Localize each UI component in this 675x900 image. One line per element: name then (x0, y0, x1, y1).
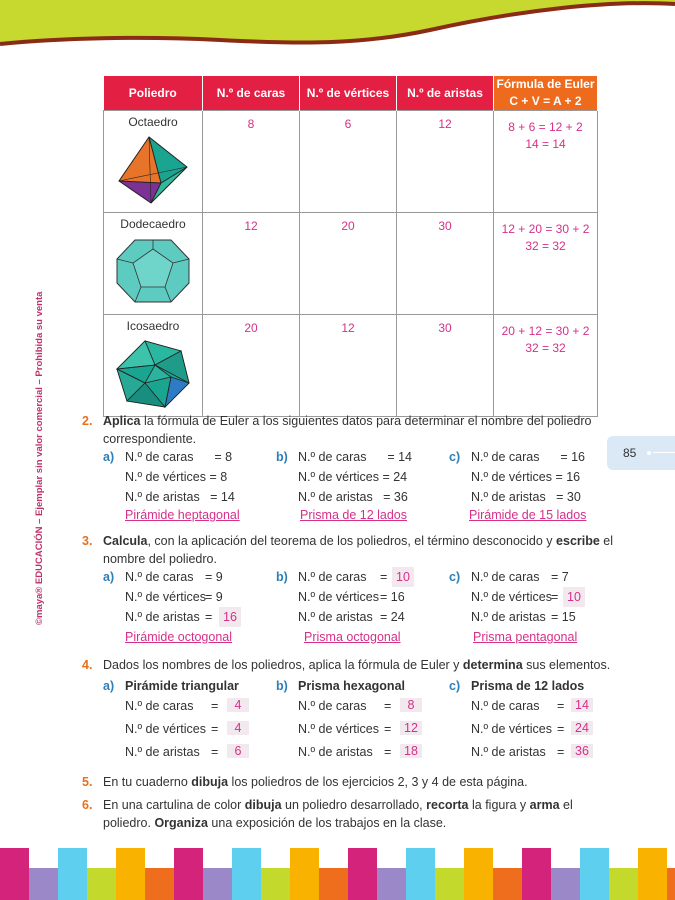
dodecahedron-image (115, 237, 191, 305)
item-letter: c) (449, 679, 461, 693)
side-copyright-text: ©maya® EDUCACIÓN – Ejemplar sin valor comercial – Prohibida su venta (34, 291, 45, 625)
strip-block (667, 868, 675, 900)
instruction-text: un poliedro desarrollado, (281, 798, 427, 812)
exercise-instruction (103, 656, 610, 675)
aristas-label: N.º de aristas (125, 745, 200, 759)
vertices-answer-box: 12 (400, 721, 422, 735)
instruction-text: la figura y (468, 798, 530, 812)
vertices-label: N.º de vértices (471, 590, 552, 604)
exercise-4 (82, 656, 611, 675)
ex4-item-a (103, 679, 273, 769)
equals: = (557, 699, 565, 713)
vertices-line: N.º de vértices = 16 (471, 470, 581, 484)
aristas-answer-box: 16 (219, 607, 241, 627)
top-wave-decoration (0, 0, 675, 52)
instruction-text: poliedro. (103, 816, 155, 830)
exercise-3 (82, 532, 614, 566)
exercise-number: 4. (82, 658, 93, 672)
ex3-item-a: a) N.º de caras = 9 N.º de vértices = 9 N.º de aristas = 16 Pirámide octogonal (103, 567, 273, 647)
poliedro-cell (104, 213, 203, 315)
aristas-label: N.º de aristas (471, 745, 546, 759)
instruction-verb: dibuja (244, 798, 282, 812)
item-title: Prisma de 12 lados (471, 679, 585, 693)
caras-value: 8 (203, 111, 300, 213)
vertices-label: N.º de vértices (298, 722, 379, 736)
caras-line: N.º de caras = 8 (125, 450, 233, 464)
dot-icon (647, 451, 651, 455)
euler-title: Fórmula de Euler (496, 77, 595, 91)
vertices-label: N.º de vértices (125, 590, 206, 604)
euler-line: 14 = 14 (525, 137, 566, 151)
poliedro-cell (104, 111, 203, 213)
aristas-value: = 15 (551, 610, 576, 624)
vertices-value: 12 (300, 315, 397, 417)
euler-formula: C + V = A + 2 (509, 94, 582, 108)
poliedro-cell (104, 315, 203, 417)
exercise-number: 2. (82, 414, 93, 428)
aristas-line: N.º de aristas = 36 (298, 490, 408, 504)
table-row (104, 315, 598, 417)
instruction-verb: Calcula (103, 534, 148, 548)
instruction-verb: arma (529, 798, 560, 812)
bottom-color-strip (0, 848, 675, 900)
ex2-item-c (449, 447, 587, 522)
instruction-text: , con la aplicación del teorema de los poliedros, el término desconocido y (147, 534, 557, 548)
aristas-value: 30 (397, 213, 494, 315)
answer-text: Prisma octogonal (304, 630, 401, 644)
answer-text: Pirámide octogonal (125, 630, 233, 644)
caras-label: N.º de caras (471, 570, 540, 584)
answer-text: Prisma pentagonal (473, 630, 578, 644)
caras-answer-box: 8 (400, 698, 422, 712)
exercise-6 (82, 796, 602, 830)
strip-block (174, 848, 203, 900)
instruction-text: los poliedros de los ejercicios 2, 3 y 4 de esta página. (228, 775, 528, 789)
vertices-value: 20 (300, 213, 397, 315)
equals: = (557, 745, 565, 759)
strip-block (609, 868, 638, 900)
strip-block (638, 848, 667, 900)
instruction-text: En una cartulina de color (103, 798, 245, 812)
item-letter: a) (103, 450, 115, 464)
caras-label: N.º de caras (298, 570, 367, 584)
exercise-instruction-cont (103, 814, 446, 833)
strip-block (493, 868, 522, 900)
instruction-text: la fórmula de Euler a los siguientes datos para determinar el nombre del poliedro (140, 414, 592, 428)
table-row (104, 213, 598, 315)
vertices-answer-box: 4 (227, 721, 249, 735)
aristas-line: N.º de aristas = 14 (125, 490, 235, 504)
exercise-instruction (103, 796, 573, 815)
euler-cell (494, 213, 598, 315)
strip-block (203, 868, 232, 900)
exercise-instruction (103, 532, 613, 551)
answer-text: Pirámide heptagonal (125, 508, 240, 522)
vertices-value: 6 (300, 111, 397, 213)
equals: = (211, 745, 219, 759)
item-letter: c) (449, 450, 461, 464)
answer-text: Pirámide de 15 lados (469, 508, 587, 522)
ex4-item-c (449, 679, 619, 769)
table-row (104, 111, 598, 213)
equals: = (557, 722, 565, 736)
caras-answer-box: 4 (227, 698, 249, 712)
exercise-number: 3. (82, 534, 93, 548)
strip-block (145, 868, 174, 900)
instruction-verb: Aplica (103, 414, 141, 428)
euler-line: 32 = 32 (525, 341, 566, 355)
vertices-line: N.º de vértices = 24 (298, 470, 408, 484)
instruction-verb: recorta (426, 798, 469, 812)
vertices-line: N.º de vértices = 8 (125, 470, 228, 484)
strip-block (0, 848, 29, 900)
instruction-verb: Organiza (154, 816, 208, 830)
equals: = (384, 699, 392, 713)
vertices-answer-box: 24 (571, 721, 593, 735)
euler-line: 20 + 12 = 30 + 2 (501, 324, 590, 338)
caras-label: N.º de caras (125, 699, 194, 713)
caras-value: = 7 (551, 570, 569, 584)
instruction-text: Dados los nombres de los poliedros, aplica la fórmula de Euler y (103, 658, 463, 672)
exercise-number: 5. (82, 775, 93, 789)
equals: = (384, 722, 392, 736)
aristas-line: N.º de aristas = 30 (471, 490, 581, 504)
euler-cell (494, 111, 598, 213)
strip-block (29, 868, 58, 900)
item-letter: c) (449, 570, 461, 584)
tab-line (653, 452, 675, 453)
header-aristas: N.º de aristas (397, 76, 494, 111)
item-letter: a) (103, 679, 115, 693)
euler-cell (494, 315, 598, 417)
answer-text: Prisma de 12 lados (300, 508, 408, 522)
euler-line: 8 + 6 = 12 + 2 (508, 120, 583, 134)
equals: = (384, 745, 392, 759)
aristas-answer-box: 18 (400, 744, 422, 758)
instruction-text: el (599, 534, 614, 548)
octahedron-image (115, 135, 191, 205)
strip-block (377, 868, 406, 900)
aristas-value: 12 (397, 111, 494, 213)
caras-label: N.º de caras (298, 699, 367, 713)
exercise-2 (82, 412, 602, 446)
ex3-item-c: c) N.º de caras = 7 N.º de vértices = 10 N.º de aristas = 15 Prisma pentagonal (449, 567, 619, 647)
caras-label: N.º de caras (125, 570, 194, 584)
strip-block (87, 868, 116, 900)
ex3-item-b: b) N.º de caras = 10 N.º de vértices = 16 N.º de aristas = 24 Prisma octogonal (276, 567, 446, 647)
strip-block (58, 848, 87, 900)
ex2-item-a (103, 447, 240, 522)
item-letter: b) (276, 679, 288, 693)
aristas-value: = 24 (380, 610, 405, 624)
caras-line: N.º de caras = 14 (298, 450, 412, 464)
header-vertices: N.º de vértices (300, 76, 397, 111)
caras-value: 12 (203, 213, 300, 315)
strip-block (290, 848, 319, 900)
caras-answer-box: 14 (571, 698, 593, 712)
poliedro-name: Dodecaedro (120, 217, 186, 231)
exercise-instruction (103, 773, 528, 792)
euler-line: 12 + 20 = 30 + 2 (501, 222, 590, 236)
instruction-text: una exposición de los trabajos en la clase. (207, 816, 447, 830)
strip-block (261, 868, 290, 900)
caras-answer-box: 10 (392, 567, 414, 587)
caras-label: N.º de caras (471, 699, 540, 713)
header-caras: N.º de caras (203, 76, 300, 111)
strip-block (435, 868, 464, 900)
caras-line: N.º de caras = 16 (471, 450, 585, 464)
aristas-answer-box: 6 (227, 744, 249, 758)
vertices-label: N.º de vértices (298, 590, 379, 604)
aristas-label: N.º de aristas (298, 745, 373, 759)
item-letter: b) (276, 570, 288, 584)
header-poliedro: Poliedro (104, 76, 203, 111)
exercise-5 (82, 773, 602, 792)
item-letter: b) (276, 450, 288, 464)
vertices-label: N.º de vértices (125, 722, 206, 736)
caras-value: 20 (203, 315, 300, 417)
exercise-instruction (103, 412, 591, 431)
strip-block (232, 848, 261, 900)
page-number: 85 (623, 446, 637, 460)
header-euler (494, 76, 598, 111)
instruction-text: el (559, 798, 573, 812)
page-number-tab (607, 436, 675, 470)
aristas-value: 30 (397, 315, 494, 417)
aristas-label: N.º de aristas (471, 610, 546, 624)
equals: = (211, 699, 219, 713)
instruction-text: En tu cuaderno (103, 775, 192, 789)
euler-line: 32 = 32 (525, 239, 566, 253)
vertices-value: = 16 (380, 590, 405, 604)
vertices-label: N.º de vértices (471, 722, 552, 736)
vertices-answer-box: 10 (563, 587, 585, 607)
instruction-text-cont: correspondiente. (103, 432, 197, 446)
strip-block (580, 848, 609, 900)
instruction-verb: escribe (556, 534, 600, 548)
vertices-value: = 9 (205, 590, 223, 604)
poliedro-name: Octaedro (128, 115, 178, 129)
aristas-label: N.º de aristas (125, 610, 200, 624)
strip-block (116, 848, 145, 900)
ex4-item-b (276, 679, 446, 769)
item-title: Prisma hexagonal (298, 679, 405, 693)
equals: = (211, 722, 219, 736)
icosahedron-image (115, 339, 191, 409)
strip-block (551, 868, 580, 900)
item-title: Pirámide triangular (125, 679, 239, 693)
aristas-label: N.º de aristas (298, 610, 373, 624)
exercise-number: 6. (82, 798, 93, 812)
aristas-answer-box: 36 (571, 744, 593, 758)
instruction-text: sus elementos. (522, 658, 611, 672)
strip-block (522, 848, 551, 900)
item-letter: a) (103, 570, 115, 584)
strip-block (464, 848, 493, 900)
ex2-item-b (276, 447, 412, 522)
instruction-verb: dibuja (191, 775, 229, 789)
strip-block (348, 848, 377, 900)
instruction-text-cont: nombre del poliedro. (103, 552, 217, 566)
instruction-verb: determina (462, 658, 523, 672)
poliedro-name: Icosaedro (126, 319, 180, 333)
strip-block (406, 848, 435, 900)
euler-table (103, 76, 598, 417)
caras-value: = 9 (205, 570, 223, 584)
strip-block (319, 868, 348, 900)
